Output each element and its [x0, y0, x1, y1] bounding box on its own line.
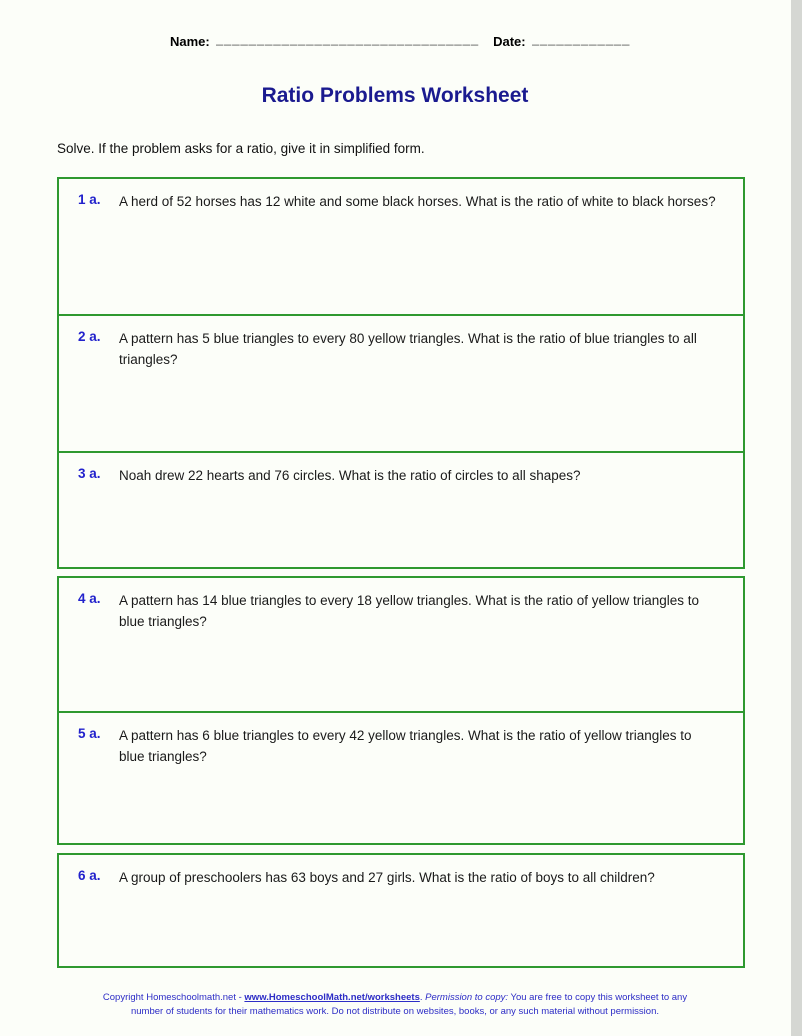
- problem-number: 2 a.: [78, 329, 101, 344]
- page-edge-shading: [791, 0, 802, 1036]
- instructions-text: Solve. If the problem asks for a ratio, give it in simplified form.: [57, 141, 425, 156]
- problem-text: A group of preschoolers has 63 boys and 27 girls. What is the ratio of boys to all children?: [119, 870, 655, 885]
- problem-text: A herd of 52 horses has 12 white and some black horses. What is the ratio of white to black horses?: [119, 194, 716, 209]
- permission-label: Permission to copy:: [425, 992, 509, 1003]
- problem-text: A pattern has 6 blue triangles to every 42 yellow triangles. What is the ratio of yellow triangles to blue triangles?: [119, 728, 692, 764]
- problem-number: 6 a.: [78, 868, 101, 883]
- copyright-notice: [93, 991, 698, 1019]
- name-blank-line: ________________________________: [215, 31, 480, 46]
- worksheets-link[interactable]: www.HomeschoolMath.net/worksheets: [244, 992, 420, 1003]
- problem-number: 4 a.: [78, 591, 101, 606]
- page-title: Ratio Problems Worksheet: [261, 84, 529, 107]
- date-label: Date:: [493, 34, 526, 49]
- name-date-row: [170, 31, 630, 49]
- problem-text: A pattern has 14 blue triangles to every 18 yellow triangles. What is the ratio of yellow triangles to blue triangles?: [119, 593, 700, 629]
- name-label: Name:: [170, 34, 210, 49]
- date-blank-line: ____________: [531, 31, 631, 46]
- problem-box-4: [57, 576, 745, 713]
- problem-number: 3 a.: [78, 466, 101, 481]
- problems-list: [57, 177, 745, 968]
- problem-box-2: [57, 314, 745, 453]
- footer: [0, 991, 790, 1019]
- problem-number: 1 a.: [78, 192, 101, 207]
- problem-box-1: [57, 177, 745, 316]
- permission-text: You are free to copy this worksheet to any number of students for their mathematics work. Do not distribute on websites, books, or any such material without permission.: [130, 992, 688, 1017]
- copyright-text: Copyright Homeschoolmath.net -: [102, 992, 245, 1003]
- problem-box-6: [57, 853, 745, 968]
- problem-box-5: [57, 711, 745, 845]
- problem-text: Noah drew 22 hearts and 76 circles. What is the ratio of circles to all shapes?: [119, 468, 581, 483]
- problem-text: A pattern has 5 blue triangles to every 80 yellow triangles. What is the ratio of blue triangles to all triangles?: [119, 331, 697, 367]
- link-suffix: .: [419, 992, 426, 1003]
- problem-number: 5 a.: [78, 726, 101, 741]
- problem-box-3: [57, 451, 745, 569]
